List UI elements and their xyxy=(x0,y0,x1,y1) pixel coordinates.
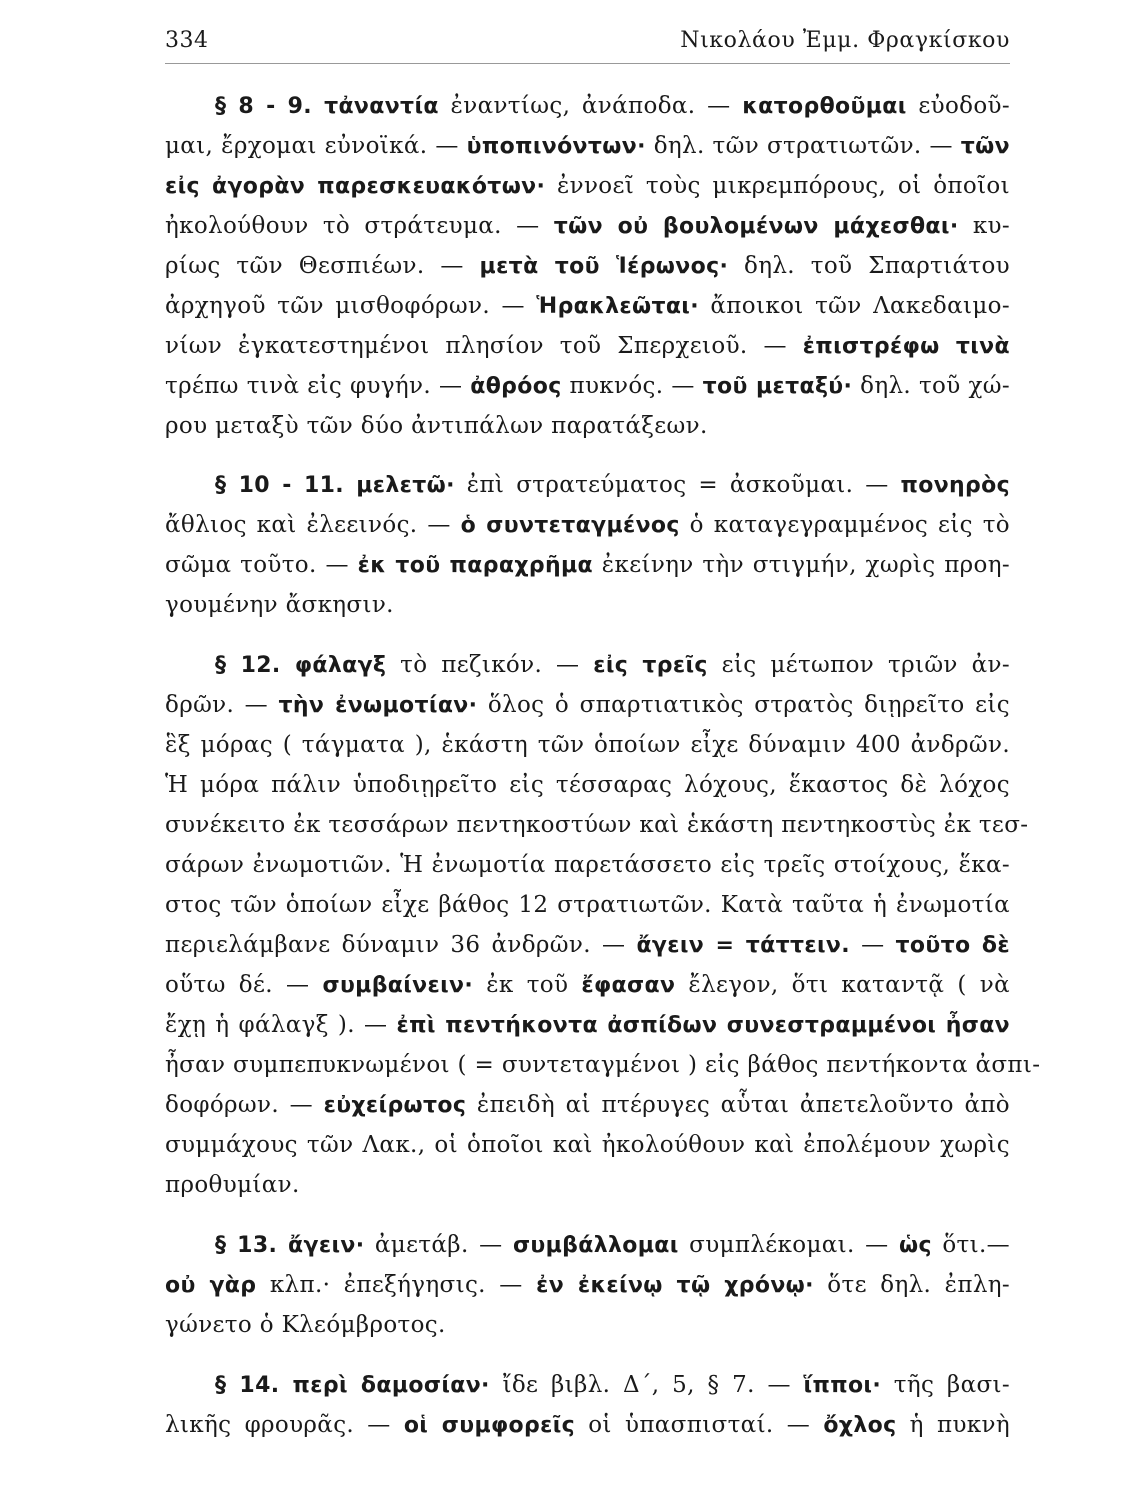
gloss-text: πυκνός. — xyxy=(561,373,703,399)
lemma-term: ἐπιστρέφω τινὰ xyxy=(802,334,1010,359)
gloss-text: ἐπειδὴ αἱ πτέρυγες αὗται ἀπετελοῦντο ἀπὸ xyxy=(466,1092,1010,1118)
gloss-text: ἐννοεῖ τοὺς μικρεμπόρους, οἱ ὁποῖοι xyxy=(545,173,1010,199)
gloss-text: κλπ.· ἐπεξήγησις. — xyxy=(256,1272,537,1298)
gloss-text: λικῆς φρουρᾶς. — xyxy=(165,1412,404,1438)
text-line xyxy=(165,1005,1010,1045)
lemma-term: ὑποπινόντων· xyxy=(466,134,646,159)
text-line xyxy=(165,1085,1010,1125)
text-line xyxy=(165,1165,1010,1205)
lemma-term: ἐκ τοῦ παραχρῆμα xyxy=(357,553,593,578)
gloss-text: ἔλεγον, ὅτι καταντᾷ ( νὰ xyxy=(675,972,1010,998)
lemma-term: οὐ γὰρ xyxy=(165,1273,257,1298)
gloss-text: ἦσαν συμπεπυκνωμένοι ( = συντεταγμένοι ) εἰς βάθος πεντήκοντα ἀσπι- xyxy=(165,1052,1041,1078)
gloss-text: τῆς βασι- xyxy=(881,1372,1010,1398)
text-line xyxy=(165,126,1010,166)
gloss-text: εὐοδοῦ- xyxy=(906,93,1011,119)
text-line xyxy=(165,465,1010,505)
lemma-term: τῶν xyxy=(960,134,1010,159)
gloss-text: μαι, ἔρχομαι εὐνοϊκά. — xyxy=(165,133,467,159)
text-line xyxy=(165,645,1010,685)
lemma-term: ἵπποι· xyxy=(803,1373,882,1398)
gloss-text: ἐναντίως, ἀνάποδα. — xyxy=(438,93,743,119)
gloss-text: ἴδε βιβλ. Δ΄, 5, § 7. — xyxy=(489,1372,804,1398)
text-line xyxy=(165,1265,1010,1305)
gloss-text: ἔχῃ ἡ φάλαγξ ). — xyxy=(165,1012,397,1038)
gloss-text: ἀρχηγοῦ τῶν μισθοφόρων. — xyxy=(165,293,537,319)
text-line xyxy=(165,166,1010,206)
lemma-term: τοῦ μεταξύ· xyxy=(702,374,853,399)
gloss-text: σάρων ἐνωμοτιῶν. Ἡ ἐνωμοτία παρετάσσετο εἰς τρεῖς στοίχους, ἕκα- xyxy=(165,852,1010,878)
lemma-term: τῶν οὐ βουλομένων μάχεσθαι· xyxy=(553,214,959,239)
lemma-term: ἀθρόος xyxy=(470,374,562,399)
text-line xyxy=(165,925,1010,965)
lemma-term: § 10 - 11. μελετῶ· xyxy=(215,473,455,498)
text-line xyxy=(165,1305,1010,1345)
lemma-term: συμβαίνειν· xyxy=(322,973,474,998)
lemma-term: τοῦτο δὲ xyxy=(895,933,1010,958)
gloss-text: προθυμίαν. xyxy=(165,1172,300,1198)
lemma-term: πονηρὸς xyxy=(900,473,1011,498)
gloss-text: ἄθλιος καὶ ἐλεεινός. — xyxy=(165,512,461,538)
gloss-text: οἱ ὑπασπισταί. — xyxy=(575,1412,824,1438)
text-line xyxy=(165,86,1010,126)
gloss-text: ρίως τῶν Θεσπιέων. — xyxy=(165,253,480,279)
lemma-term: § 12. φάλαγξ xyxy=(215,653,387,678)
text-line xyxy=(165,1045,1041,1085)
text-line xyxy=(165,1225,1010,1265)
gloss-text: νίων ἐγκατεστημένοι πλησίον τοῦ Σπερχειοῦ. — xyxy=(165,333,803,359)
gloss-text: ρου μεταξὺ τῶν δύο ἀντιπάλων παρατάξεων. xyxy=(165,413,708,439)
lemma-term: εἰς ἀγορὰν παρεσκευακότων· xyxy=(165,174,546,199)
lemma-term: ἐν ἐκείνῳ τῷ χρόνῳ· xyxy=(536,1273,814,1298)
text-line xyxy=(165,585,1010,625)
gloss-text: δηλ. τοῦ Σπαρτιάτου xyxy=(728,253,1010,279)
gloss-text: συνέκειτο ἐκ τεσσάρων πεντηκοστύων καὶ ἑκάστη πεντηκοστὺς ἐκ τεσ- xyxy=(165,812,1029,838)
gloss-text: σῶμα τοῦτο. — xyxy=(165,552,358,578)
gloss-text: δηλ. τοῦ χώ- xyxy=(852,373,1010,399)
gloss-text: δοφόρων. — xyxy=(165,1092,324,1118)
lemma-term: § 8 - 9. τἀναντία xyxy=(215,94,439,119)
text-line xyxy=(165,286,1010,326)
lemma-term: ἐπὶ πεντήκοντα ἀσπίδων συνεστραμμένοι ἦσαν xyxy=(396,1013,1010,1038)
text-line xyxy=(165,885,1010,925)
gloss-text: συμμάχους τῶν Λακ., οἱ ὁποῖοι καὶ ἠκολούθουν καὶ ἐπολέμουν χωρὶς xyxy=(165,1132,1010,1158)
gloss-text: ἡ πυκνὴ xyxy=(896,1412,1010,1438)
gloss-text: ἐκείνην τὴν στιγμήν, χωρὶς προη- xyxy=(592,552,1011,578)
gloss-text: δηλ. τῶν στρατιωτῶν. — xyxy=(645,133,961,159)
text-line xyxy=(165,406,1010,446)
gloss-text: δρῶν. — xyxy=(165,692,279,718)
gloss-text: ἄποικοι τῶν Λακεδαιμο- xyxy=(698,293,1010,319)
lemma-term: ὁ συντεταγμένος xyxy=(460,513,680,538)
text-line xyxy=(165,326,1010,366)
header-rule xyxy=(165,63,1010,64)
lemma-term: § 14. περὶ δαμοσίαν· xyxy=(215,1373,490,1398)
text-line xyxy=(165,206,1010,246)
page-header xyxy=(165,28,1010,60)
lemma-term: οἱ συμφορεῖς xyxy=(403,1413,576,1438)
gloss-text: γώνετο ὁ Κλεόμβροτος. xyxy=(165,1312,446,1338)
text-line xyxy=(165,765,1010,805)
page-number: 334 xyxy=(165,28,209,53)
gloss-text: εἰς μέτωπον τριῶν ἀν- xyxy=(707,652,1010,678)
text-line xyxy=(165,505,1010,545)
lemma-term: συμβάλλομαι xyxy=(512,1233,679,1258)
text-line xyxy=(165,725,1010,765)
gloss-text: γουμένην ἄσκησιν. xyxy=(165,592,394,618)
text-line xyxy=(165,1125,1010,1165)
lemma-term: εὐχείρωτος xyxy=(323,1093,467,1118)
text-line xyxy=(165,366,1010,406)
text-line xyxy=(165,845,1010,885)
text-line xyxy=(165,545,1010,585)
lemma-term: ἄγειν = τάττειν. xyxy=(636,933,850,958)
gloss-text: κυ- xyxy=(958,213,1011,239)
text-line xyxy=(165,685,1010,725)
gloss-text: ὅλος ὁ σπαρτιατικὸς στρατὸς διῃρεῖτο εἰς xyxy=(477,692,1010,718)
gloss-text: οὕτω δέ. — xyxy=(165,972,323,998)
lemma-term: Ἡρακλεῶται· xyxy=(536,294,699,319)
gloss-text: ὅτε δηλ. ἐπλη- xyxy=(813,1272,1011,1298)
lemma-term: ὡς xyxy=(898,1233,932,1258)
gloss-text: συμπλέκομαι. — xyxy=(678,1232,899,1258)
gloss-text: ὁ καταγεγραμμένος εἰς τὸ xyxy=(679,512,1011,538)
text-line xyxy=(165,1405,1010,1445)
gloss-text: ἐπὶ στρατεύματος = ἀσκοῦμαι. — xyxy=(454,472,901,498)
lemma-term: εἰς τρεῖς xyxy=(593,653,708,678)
gloss-text: — xyxy=(849,932,896,958)
gloss-text: ἓξ μόρας ( τάγματα ), ἑκάστη τῶν ὁποίων εἶχε δύναμιν 400 ἀνδρῶν. xyxy=(165,732,1010,758)
lemma-term: ὄχλος xyxy=(823,1413,897,1438)
gloss-text: ἀμετάβ. — xyxy=(364,1232,513,1258)
gloss-text: ἠκολούθουν τὸ στράτευμα. — xyxy=(165,213,554,239)
gloss-text: τρέπω τινὰ εἰς φυγήν. — xyxy=(165,373,471,399)
lemma-term: ἔφασαν xyxy=(581,973,676,998)
text-line xyxy=(165,965,1010,1005)
gloss-text: Ἡ μόρα πάλιν ὑποδιῃρεῖτο εἰς τέσσαρας λόχους, ἕκαστος δὲ λόχος xyxy=(165,772,1010,798)
lemma-term: κατορθοῦμαι xyxy=(742,94,907,119)
lemma-term: μετὰ τοῦ Ἱέρωνος· xyxy=(479,254,729,279)
text-line xyxy=(165,1365,1010,1405)
text-line xyxy=(165,246,1010,286)
lemma-term: § 13. ἄγειν· xyxy=(215,1233,365,1258)
gloss-text: τὸ πεζικόν. — xyxy=(386,652,594,678)
gloss-text: ἐκ τοῦ xyxy=(473,972,582,998)
text-line xyxy=(165,805,1029,845)
running-title: Νικολάου Ἐμμ. Φραγκίσκου xyxy=(680,28,1010,53)
gloss-text: περιελάμβανε δύναμιν 36 ἀνδρῶν. — xyxy=(165,932,637,958)
gloss-text: ὅτι.— xyxy=(931,1232,1010,1258)
gloss-text: στος τῶν ὁποίων εἶχε βάθος 12 στρατιωτῶν. Κατὰ ταῦτα ἡ ἐνωμοτία xyxy=(165,892,1010,918)
lemma-term: τὴν ἐνωμοτίαν· xyxy=(278,693,478,718)
